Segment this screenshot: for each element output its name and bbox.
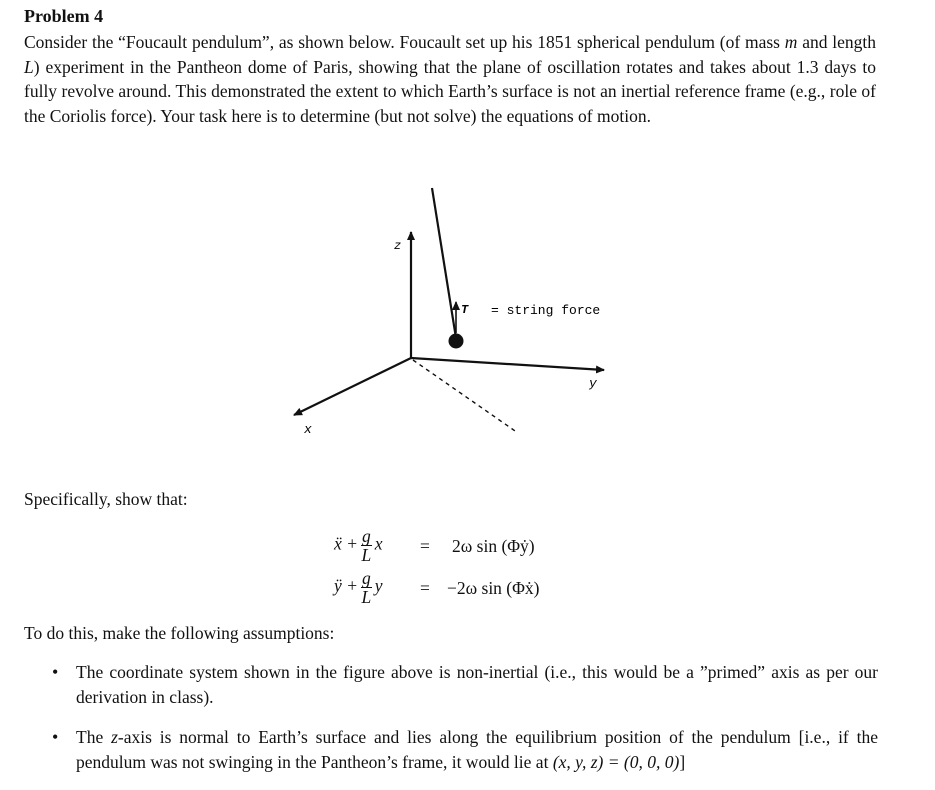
g-over-L-fraction: $\frac{g}{L}$ (361, 568, 372, 607)
x-label: x (304, 422, 312, 437)
g-over-L-fraction: $\frac{g}{L}$ (361, 526, 372, 565)
pendulum-string (432, 188, 456, 338)
y-label: y (589, 376, 597, 391)
equation-1-rhs: 2ω sin (Φẏ) (452, 536, 535, 556)
y-axis (411, 358, 604, 370)
equation-2-rhs: −2ω sin (Φẋ) (447, 578, 540, 598)
length-symbol: L (24, 56, 34, 77)
x-axis (294, 358, 411, 415)
equation-2-relation: = (420, 578, 430, 598)
problem-statement: Consider the “Foucault pendulum”, as shown below. Foucault set up his 1851 spherical pendulum (of mass m and length L) experiment in the Pantheon dome of Paris, showing that the plane of oscillation rotates and takes about 1.3 days to fully revolve around. This demonstrated the extent to which Earth’s surface is not an inertial reference frame (e.g., role of the Coriolis force). Your task here is to determine (but not solve) the equations of motion. (24, 32, 876, 126)
equation-2-lhs: ÿ + $\frac{g}{L}$ y (334, 568, 383, 607)
assumption-item: • The z-axis is normal to Earth’s surface and lies along the equilibrium position of the pendulum [i.e., if the pendulum was not swinging in the Pantheon’s frame, it would lie at (x, y, z) = (0, 0, 0)] (52, 725, 878, 774)
equation-1-relation: = (420, 536, 430, 556)
tension-description: = string force (491, 303, 601, 318)
equation-1-lhs: ẍ + $\frac{g}{L}$ x (334, 526, 383, 565)
assumptions-list (52, 660, 878, 790)
specifically-label: Specifically, show that: (24, 489, 188, 509)
assumption-item: • The coordinate system shown in the figure above is non-inertial (i.e., this would be a ”primed” axis as per our derivation in class). (52, 660, 878, 709)
z-label: z (394, 239, 402, 253)
pendulum-figure (0, 180, 935, 465)
mass-symbol: m (784, 32, 798, 52)
assumptions-intro: To do this, make the following assumptions: (24, 623, 335, 643)
problem-title: Problem 4 (24, 6, 104, 26)
projection-dashed-line (413, 360, 518, 433)
tension-label: T (461, 303, 469, 317)
pendulum-bob (449, 334, 464, 349)
